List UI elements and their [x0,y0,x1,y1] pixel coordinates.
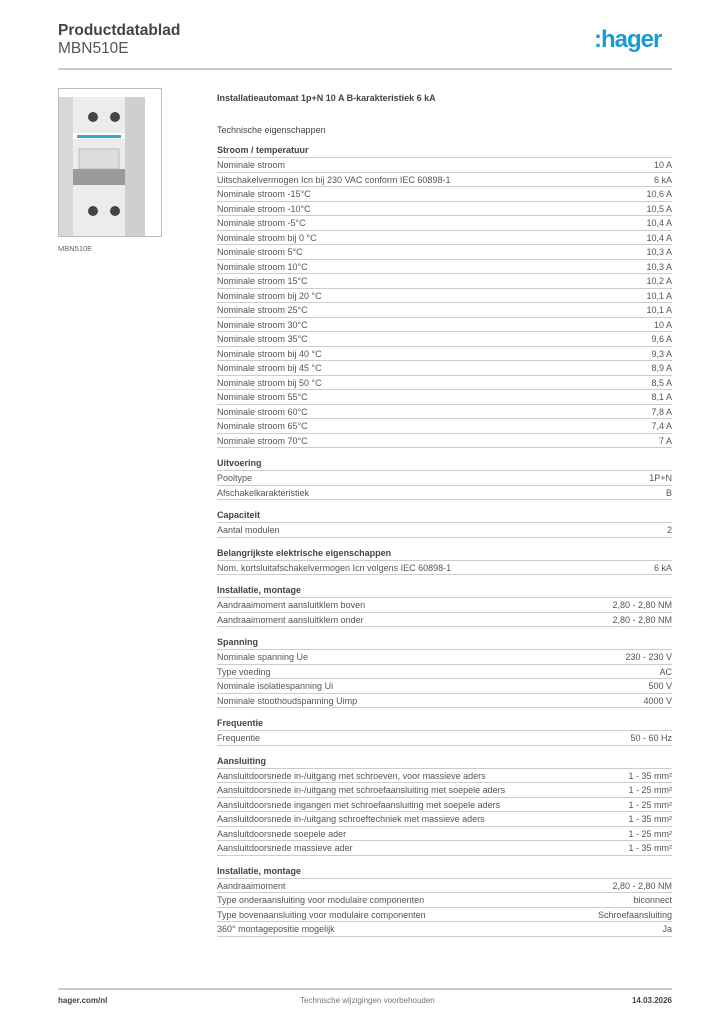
spec-label: Nominale stroom 35°C [217,334,308,344]
spec-label: Uitschakelvermogen Icn bij 230 VAC conform IEC 60898-1 [217,174,451,185]
spec-value: 10,2 A [646,276,672,286]
spec-label: Nominale stroom 55°C [217,392,308,402]
spec-label: Aansluitdoorsnede in-/uitgang met schroeven, voor massieve aders [217,770,486,781]
spec-value: 2,80 - 2,80 NM [612,614,672,625]
spec-label: Aansluitdoorsnede soepele ader [217,828,347,839]
spec-value: 10,4 A [646,232,672,243]
spec-row [217,202,672,217]
spec-value: 1 - 35 mm² [628,814,672,824]
spec-label: Nominale stroom [217,160,286,170]
spec-value: B [665,487,672,498]
spec-label: Nominale stroom bij 45 °C [217,363,322,373]
spec-label: Nom. kortsluitafschakelvermogen Icn volgens IEC 60898-1 [217,562,452,573]
spec-label: Nominale stroom bij 50 °C [217,377,322,388]
spec-section [217,584,672,627]
spec-row [217,486,672,501]
spec-value: 2,80 - 2,80 NM [612,880,672,891]
spec-value: 500 V [648,681,672,691]
spec-section [217,509,672,538]
spec-label: Nominale isolatiespanning Ui [217,681,334,691]
spec-value: 10 A [653,319,672,330]
spec-row [217,347,672,362]
product-name: Installatieautomaat 1p+N 10 A B-karakteristiek 6 kA [217,93,436,103]
spec-value: biconnect [633,895,672,905]
spec-section [217,717,672,746]
footer-date: 14.03.2026 [631,996,672,1005]
spec-label: Nominale stoothoudspanning Uimp [217,695,358,706]
spec-label: Aansluitdoorsnede massieve ader [217,843,353,853]
spec-row [217,173,672,188]
spec-row [217,783,672,798]
spec-label: Nominale stroom -15°C [217,189,311,199]
spec-label: Nominale stroom bij 40 °C [217,348,322,359]
spec-value: 6 kA [653,174,672,185]
spec-row [217,879,672,894]
footer-notice: Technische wijzigingen voorbehouden [300,996,435,1005]
spec-row [217,694,672,709]
spec-value: 1 - 25 mm² [628,799,672,810]
spec-section [217,457,672,500]
spec-value: 50 - 60 Hz [630,733,672,743]
spec-row [217,841,672,856]
section-heading: Frequentie [217,717,672,731]
spec-row [217,434,672,449]
spec-row [217,827,672,842]
spec-label: Nominale stroom 65°C [217,421,308,431]
page-title: Productdatablad [58,22,181,39]
spec-label: Aandraaimoment [217,880,286,891]
spec-row [217,419,672,434]
tech-heading: Technische eigenschappen [217,125,326,135]
spec-value: 4000 V [643,695,672,706]
spec-row [217,523,672,538]
spec-row [217,289,672,304]
header-divider [58,68,672,70]
spec-section [217,636,672,708]
spec-row [217,405,672,420]
spec-label: Aantal modulen [217,525,280,535]
spec-row [217,361,672,376]
spec-section [217,755,672,856]
spec-value: 8,1 A [651,392,672,402]
product-image [58,88,162,237]
spec-value: 1P+N [649,473,672,483]
spec-row [217,665,672,680]
spec-value: 10,6 A [646,189,672,199]
footer-website[interactable]: hager.com/nl [58,996,108,1005]
spec-value: 10,5 A [646,203,672,214]
spec-label: Type voeding [217,666,271,677]
spec-row [217,769,672,784]
section-heading: Uitvoering [217,457,672,471]
spec-row [217,893,672,908]
spec-row [217,731,672,746]
spec-row [217,332,672,347]
spec-row [217,798,672,813]
spec-value: 2 [666,525,672,535]
spec-row [217,376,672,391]
spec-label: Pooltype [217,473,253,483]
spec-value: 9,3 A [651,348,672,359]
spec-label: Nominale stroom 5°C [217,247,303,257]
section-heading: Belangrijkste elektrische eigenschappen [217,547,672,561]
spec-value: 8,9 A [651,363,672,373]
spec-row [217,598,672,613]
spec-row [217,390,672,405]
spec-content [217,93,672,937]
spec-label: Nominale stroom 30°C [217,319,308,330]
spec-value: 7,8 A [651,406,672,417]
spec-row [217,908,672,923]
spec-value: 10,1 A [646,290,672,301]
spec-row [217,158,672,173]
spec-value: 9,6 A [651,334,672,344]
spec-label: Aandraaimoment aansluitklem boven [217,600,366,610]
spec-label: Nominale stroom 10°C [217,261,308,272]
product-code: MBN510E [58,40,129,57]
spec-row [217,650,672,665]
spec-label: Nominale stroom -10°C [217,203,311,214]
spec-value: 8,5 A [651,377,672,388]
spec-value: Ja [662,924,672,934]
spec-row [217,187,672,202]
spec-row [217,245,672,260]
spec-section [217,144,672,448]
spec-label: Frequentie [217,733,261,743]
spec-label: Nominale stroom bij 20 °C [217,290,322,301]
spec-row [217,231,672,246]
spec-row [217,561,672,576]
section-heading: Spanning [217,636,672,650]
spec-value: 10,1 A [646,305,672,315]
spec-section [217,865,672,937]
spec-row [217,216,672,231]
spec-label: Type onderaansluiting voor modulaire componenten [217,895,425,905]
spec-row [217,303,672,318]
spec-value: 2,80 - 2,80 NM [612,600,672,610]
spec-row [217,679,672,694]
spec-label: Aansluitdoorsnede ingangen met schroefaansluiting met soepele aders [217,799,501,810]
hager-logo: :hager [594,26,662,53]
spec-label: Nominale stroom -5°C [217,218,306,228]
spec-value: 10,4 A [646,218,672,228]
section-heading: Aansluiting [217,755,672,769]
spec-label: Nominale stroom 15°C [217,276,308,286]
section-heading: Installatie, montage [217,584,672,598]
spec-row [217,318,672,333]
spec-label: Aandraaimoment aansluitklem onder [217,614,364,625]
spec-label: Nominale stroom 25°C [217,305,308,315]
spec-row [217,922,672,937]
spec-value: 230 - 230 V [625,652,672,662]
section-heading: Stroom / temperatuur [217,144,672,158]
spec-row [217,471,672,486]
spec-value: 7,4 A [651,421,672,431]
footer-divider [58,988,672,990]
spec-row [217,812,672,827]
spec-label: Nominale spanning Ue [217,652,309,662]
spec-value: 10 A [653,160,672,170]
spec-value: 6 kA [653,562,672,573]
spec-label: 360° montagepositie mogelijk [217,924,335,934]
spec-value: 1 - 25 mm² [628,785,672,795]
spec-value: AC [659,666,672,677]
spec-value: 1 - 25 mm² [628,828,672,839]
spec-section [217,547,672,576]
spec-label: Afschakelkarakteristiek [217,487,310,498]
spec-value: 10,3 A [646,247,672,257]
spec-row [217,613,672,628]
spec-value: 1 - 35 mm² [628,843,672,853]
spec-row [217,274,672,289]
spec-label: Nominale stroom bij 0 °C [217,232,317,243]
spec-value: Schroefaansluiting [597,909,672,920]
spec-label: Aansluitdoorsnede in-/uitgang met schroefaansluiting met soepele aders [217,785,506,795]
spec-value: 7 A [658,435,672,446]
spec-label: Aansluitdoorsnede in-/uitgang schroeftechniek met massieve aders [217,814,485,824]
spec-row [217,260,672,275]
section-heading: Installatie, montage [217,865,672,879]
section-heading: Capaciteit [217,509,672,523]
spec-label: Nominale stroom 60°C [217,406,308,417]
spec-value: 1 - 35 mm² [628,770,672,781]
spec-label: Type bovenaansluiting voor modulaire componenten [217,909,426,920]
spec-value: 10,3 A [646,261,672,272]
spec-label: Nominale stroom 70°C [217,435,308,446]
product-image-caption: MBN510E [58,244,93,253]
